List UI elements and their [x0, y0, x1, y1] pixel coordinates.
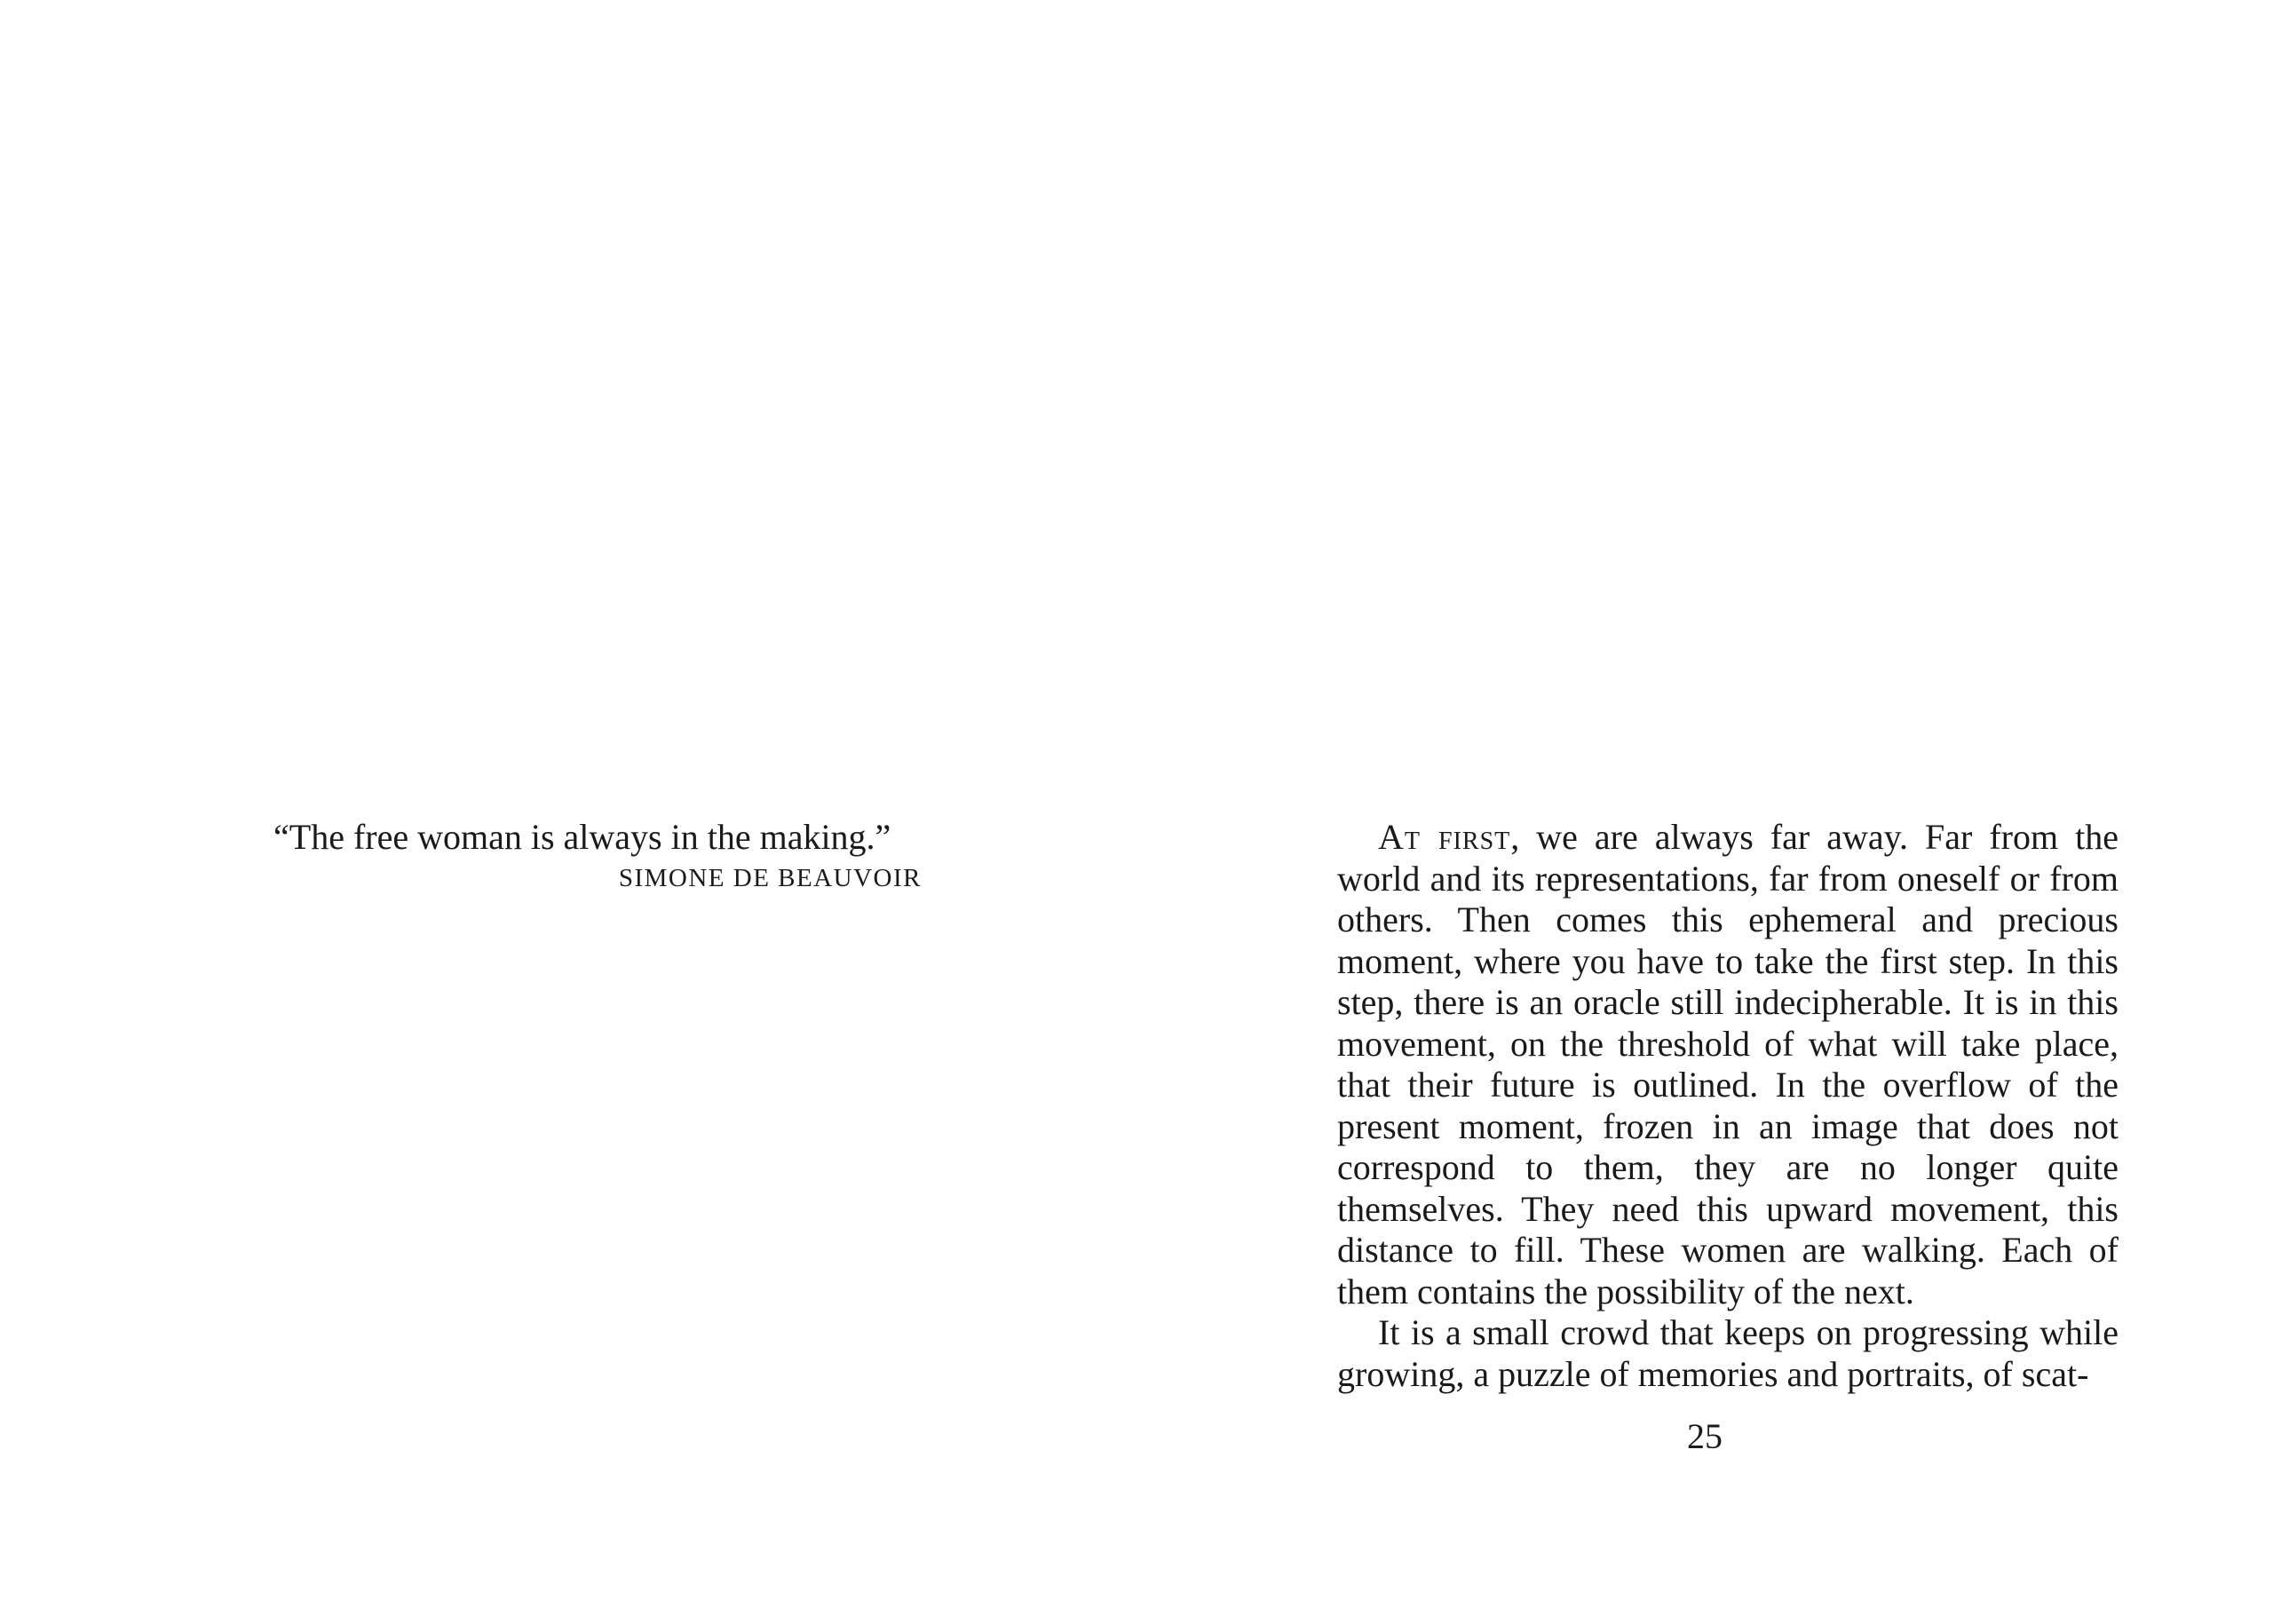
epigraph	[273, 817, 922, 899]
page-number: 25	[1687, 1416, 1723, 1456]
left-page	[0, 0, 1136, 1624]
paragraph-text: , we are always far away. Far from the world and its representations, far from oneself or from others. Then comes this ephemeral and precious moment, where you have to take the first step. In this step, there is an oracle still indecipherable. It is in this movement, on the threshold of what will take place, that their future is outlined. In the overflow of the present moment, frozen in an image that does not correspond to them, they are no longer quite themselves. They need this upward movement, this distance to fill. These women are walking. Each of them contains the possibility of the next.	[1337, 817, 2119, 1311]
right-page	[1136, 0, 2273, 1624]
paragraph-text: It is a small crowd that keeps on progressing while growing, a puzzle of memories and portraits, of scat-	[1337, 1312, 2119, 1394]
paragraph-lead-in: At first	[1378, 817, 1511, 857]
paragraph-1	[1337, 817, 2119, 1312]
epigraph-quote: “The free woman is always in the making.”	[273, 817, 891, 857]
paragraph-2	[1337, 1312, 2119, 1395]
epigraph-author: SIMONE DE BEAUVOIR	[618, 864, 922, 892]
body-text	[1337, 817, 2119, 1395]
